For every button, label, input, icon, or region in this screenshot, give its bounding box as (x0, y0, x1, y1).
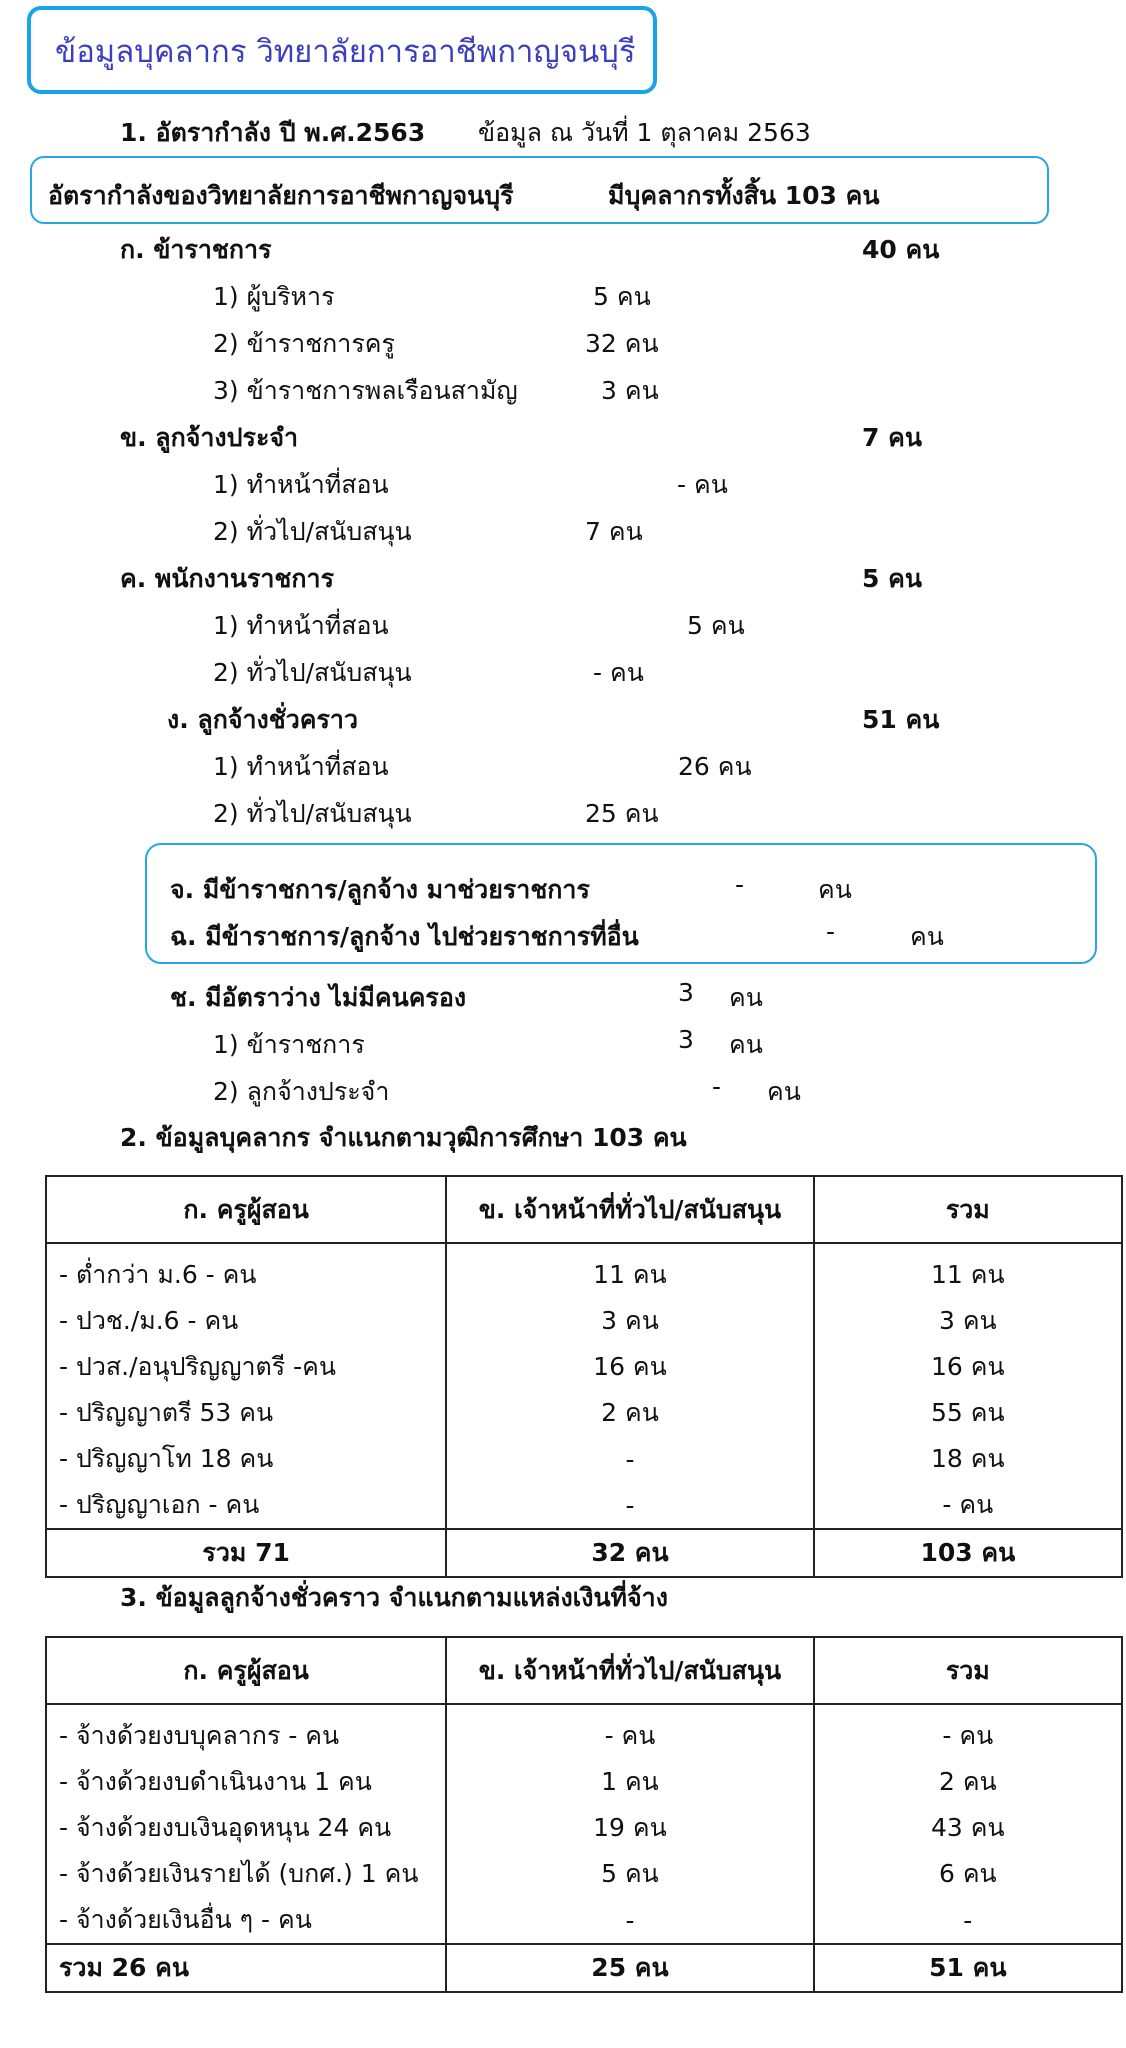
table-row (46, 1897, 1122, 1944)
group-d-item-label: 1) ทำหน้าที่สอน (213, 752, 389, 781)
table-row (46, 1344, 1122, 1390)
table-cell: - จ้างด้วยงบดำเนินงาน 1 คน (46, 1759, 446, 1805)
table-total-row (46, 1944, 1122, 1992)
table-cell: 5 คน (446, 1851, 813, 1897)
table-cell: 16 คน (446, 1344, 813, 1390)
column-header: ข. เจ้าหน้าที่ทั่วไป/สนับสนุน (446, 1176, 813, 1243)
table-cell: - จ้างด้วยงบบุคลากร - คน (46, 1704, 446, 1759)
table-cell: 3 คน (814, 1298, 1122, 1344)
group-a-item-value: 3 คน (601, 376, 659, 405)
table-cell: 55 คน (814, 1390, 1122, 1436)
group-a-item-label: 1) ผู้บริหาร (213, 282, 335, 311)
group-d-total: 51 คน (862, 705, 940, 734)
group-f-label: ฉ. มีข้าราชการ/ลูกจ้าง ไปช่วยราชการที่อื่น (170, 922, 639, 951)
table-header-row (46, 1176, 1122, 1243)
table-row (46, 1298, 1122, 1344)
section3-heading: 3. ข้อมูลลูกจ้างชั่วคราว จำแนกตามแหล่งเงินที่จ้าง (120, 1583, 668, 1612)
group-b-item-value: 7 คน (585, 517, 643, 546)
table-row (46, 1243, 1122, 1298)
group-d-label: ง. ลูกจ้างชั่วคราว (167, 705, 358, 734)
table-cell: 25 คน (446, 1944, 813, 1992)
table-cell: - (446, 1436, 813, 1482)
table-row (46, 1851, 1122, 1897)
table-cell: - (446, 1897, 813, 1944)
funding-table (45, 1636, 1123, 1993)
table-cell: - คน (446, 1704, 813, 1759)
table-cell: - ปวส./อนุปริญญาตรี -คน (46, 1344, 446, 1390)
table-cell: - จ้างด้วยเงินอื่น ๆ - คน (46, 1897, 446, 1944)
section1-heading: 1. อัตรากำลัง ปี พ.ศ.2563 (120, 118, 426, 147)
group-b-label: ข. ลูกจ้างประจำ (120, 423, 299, 452)
table-cell: - (446, 1482, 813, 1529)
column-header: ข. เจ้าหน้าที่ทั่วไป/สนับสนุน (446, 1637, 813, 1704)
table-cell: 11 คน (814, 1243, 1122, 1298)
group-a-label: ก. ข้าราชการ (120, 235, 272, 264)
table-cell: รวม 71 (46, 1529, 446, 1577)
table-cell: 3 คน (446, 1298, 813, 1344)
group-d-item-value: 26 คน (678, 752, 752, 781)
table-row (46, 1482, 1122, 1529)
column-header: ก. ครูผู้สอน (46, 1176, 446, 1243)
table-cell: 16 คน (814, 1344, 1122, 1390)
group-g-item-value: 3 (678, 1025, 694, 1054)
table-cell: 19 คน (446, 1805, 813, 1851)
group-d-item-value: 25 คน (585, 799, 659, 828)
group-e-unit: คน (818, 875, 852, 904)
group-a-item-label: 3) ข้าราชการพลเรือนสามัญ (213, 376, 518, 405)
summary-name: อัตรากำลังของวิทยาลัยการอาชีพกาญจนบุรี (48, 181, 514, 210)
group-b-item-label: 1) ทำหน้าที่สอน (213, 470, 389, 499)
group-b-total: 7 คน (862, 423, 922, 452)
group-g-item-unit: คน (767, 1077, 801, 1106)
table-cell: - คน (814, 1704, 1122, 1759)
table-header-row (46, 1637, 1122, 1704)
table-row (46, 1805, 1122, 1851)
education-table (45, 1175, 1123, 1578)
table-cell: - ปวช./ม.6 - คน (46, 1298, 446, 1344)
table-cell: 32 คน (446, 1529, 813, 1577)
table-cell: รวม 26 คน (46, 1944, 446, 1992)
group-g-label: ช. มีอัตราว่าง ไม่มีคนครอง (170, 983, 467, 1012)
table-cell: - ปริญญาโท 18 คน (46, 1436, 446, 1482)
group-f-unit: คน (910, 922, 944, 951)
table-cell: - จ้างด้วยงบเงินอุดหนุน 24 คน (46, 1805, 446, 1851)
group-d-item-label: 2) ทั่วไป/สนับสนุน (213, 799, 412, 828)
table-cell: - จ้างด้วยเงินรายได้ (บกศ.) 1 คน (46, 1851, 446, 1897)
group-g-item-value: - (712, 1072, 722, 1101)
table-cell: 2 คน (446, 1390, 813, 1436)
group-a-item-label: 2) ข้าราชการครู (213, 329, 395, 358)
group-e-dash: - (735, 870, 745, 899)
summary-total: มีบุคลากรทั้งสิ้น 103 คน (608, 181, 880, 210)
group-c-item-value: 5 คน (687, 611, 745, 640)
table-cell: 6 คน (814, 1851, 1122, 1897)
group-a-item-value: 5 คน (593, 282, 651, 311)
page-title: ข้อมูลบุคลากร วิทยาลัยการอาชีพกาญจนบุรี (55, 34, 636, 70)
column-header: รวม (814, 1637, 1122, 1704)
group-c-total: 5 คน (862, 564, 922, 593)
table-cell: - ปริญญาตรี 53 คน (46, 1390, 446, 1436)
section2-heading: 2. ข้อมูลบุคลากร จำแนกตามวุฒิการศึกษา 103 คน (120, 1123, 687, 1152)
table-row (46, 1704, 1122, 1759)
table-cell: 11 คน (446, 1243, 813, 1298)
table-cell: 18 คน (814, 1436, 1122, 1482)
group-g-item-label: 1) ข้าราชการ (213, 1030, 365, 1059)
table-cell: - คน (814, 1482, 1122, 1529)
group-g-unit: คน (729, 983, 763, 1012)
table-cell: - (814, 1897, 1122, 1944)
table-cell: 51 คน (814, 1944, 1122, 1992)
group-b-item-value: - คน (677, 470, 728, 499)
group-c-item-label: 2) ทั่วไป/สนับสนุน (213, 658, 412, 687)
group-g-item-unit: คน (729, 1030, 763, 1059)
table-cell: 43 คน (814, 1805, 1122, 1851)
section1-date: ข้อมูล ณ วันที่ 1 ตุลาคม 2563 (478, 118, 811, 147)
group-c-item-value: - คน (593, 658, 644, 687)
table-row (46, 1390, 1122, 1436)
group-a-total: 40 คน (862, 235, 940, 264)
group-c-label: ค. พนักงานราชการ (120, 564, 335, 593)
group-b-item-label: 2) ทั่วไป/สนับสนุน (213, 517, 412, 546)
table-cell: 103 คน (814, 1529, 1122, 1577)
column-header: ก. ครูผู้สอน (46, 1637, 446, 1704)
table-cell: 1 คน (446, 1759, 813, 1805)
group-c-item-label: 1) ทำหน้าที่สอน (213, 611, 389, 640)
table-cell: 2 คน (814, 1759, 1122, 1805)
table-cell: - ต่ำกว่า ม.6 - คน (46, 1243, 446, 1298)
group-a-item-value: 32 คน (585, 329, 659, 358)
group-e-label: จ. มีข้าราชการ/ลูกจ้าง มาช่วยราชการ (170, 875, 590, 904)
table-row (46, 1759, 1122, 1805)
column-header: รวม (814, 1176, 1122, 1243)
group-g-item-label: 2) ลูกจ้างประจำ (213, 1077, 390, 1106)
group-g-value: 3 (678, 978, 694, 1007)
group-f-dash: - (826, 917, 836, 946)
table-row (46, 1436, 1122, 1482)
table-cell: - ปริญญาเอก - คน (46, 1482, 446, 1529)
table-total-row (46, 1529, 1122, 1577)
